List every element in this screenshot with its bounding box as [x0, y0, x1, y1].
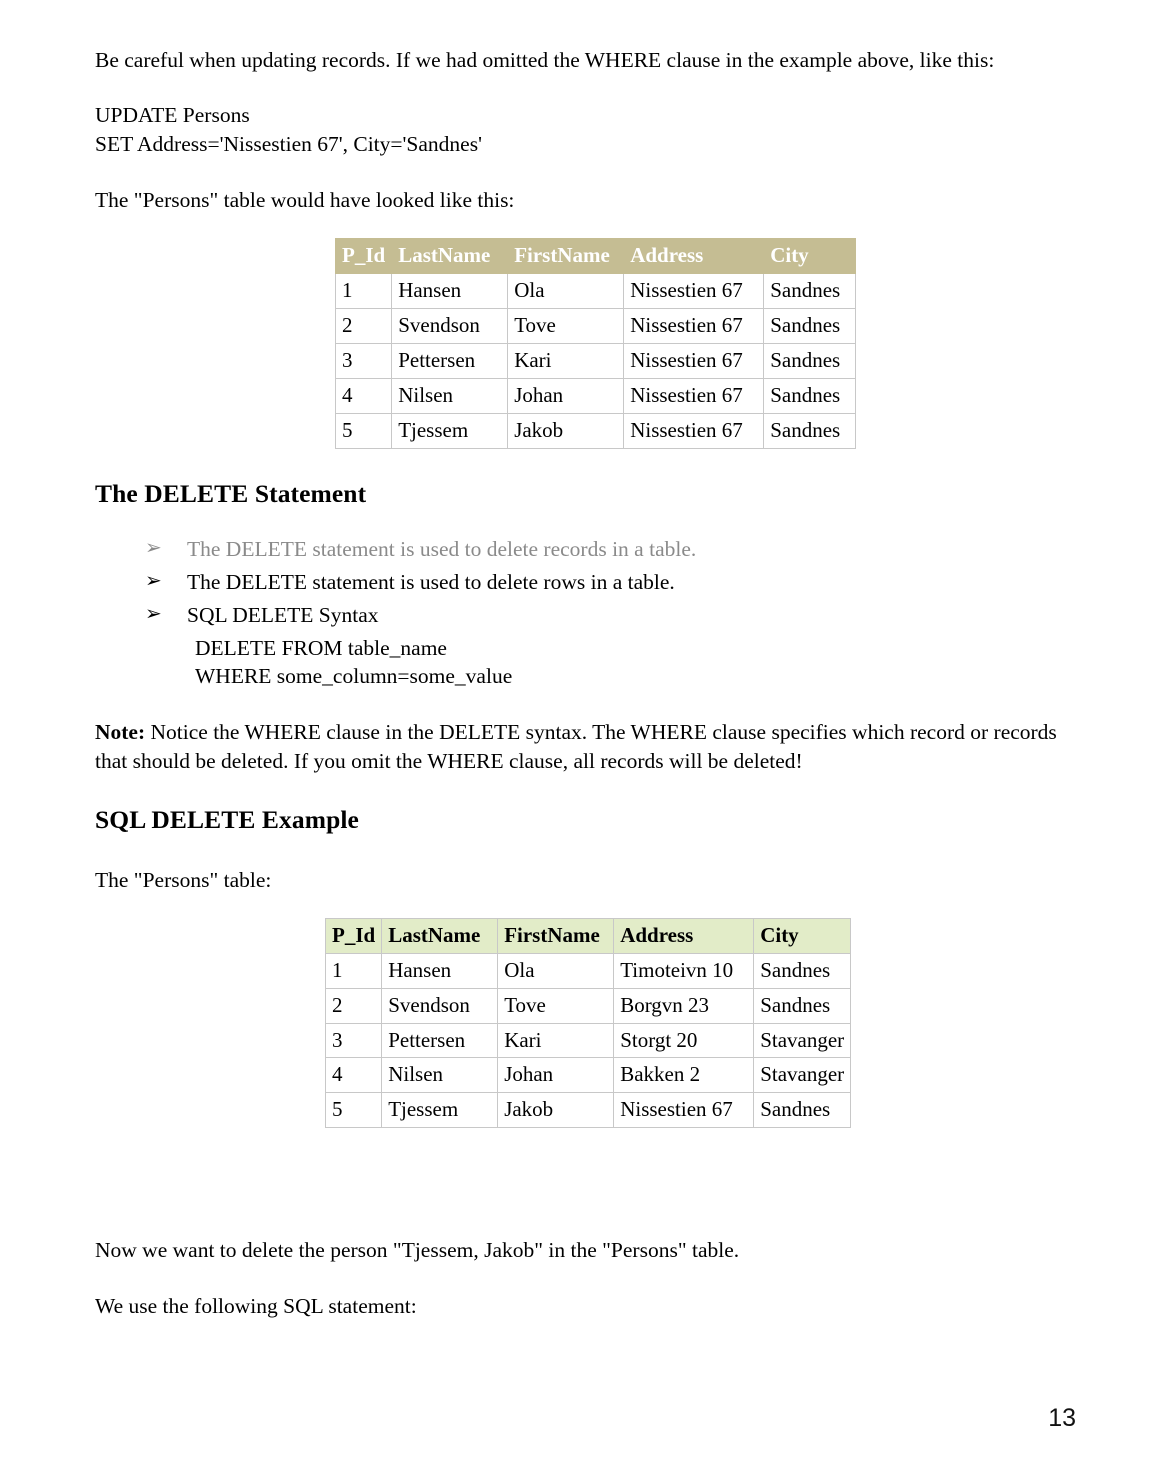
column-header-p-id: P_Id	[336, 239, 392, 274]
cell-address: Nissestien 67	[624, 413, 764, 448]
list-item-label: The DELETE statement is used to delete records in a table.	[187, 537, 697, 562]
cell-firstname: Johan	[498, 1058, 614, 1093]
cell-p-id: 2	[336, 309, 392, 344]
arrow-bullet-icon: ➢	[145, 602, 162, 625]
cell-lastname: Pettersen	[392, 343, 508, 378]
cell-city: Stavanger	[754, 1058, 851, 1093]
arrow-bullet-icon: ➢	[145, 537, 162, 560]
cell-p-id: 2	[326, 988, 382, 1023]
note-text: Notice the WHERE clause in the DELETE syntax. The WHERE clause specifies which record or records that should be deleted. If you omit the WHERE clause, all records will be deleted!	[95, 720, 1057, 773]
column-header-lastname: LastName	[392, 239, 508, 274]
list-item	[145, 568, 1073, 597]
cell-lastname: Hansen	[392, 274, 508, 309]
closing-paragraph-2: We use the following SQL statement:	[95, 1293, 417, 1318]
delete-syntax-line-1: DELETE FROM table_name	[195, 635, 447, 660]
cell-lastname: Svendson	[392, 309, 508, 344]
table-row	[336, 274, 856, 309]
table-row	[336, 343, 856, 378]
note-label: Note:	[95, 720, 146, 745]
update-statement-block	[95, 101, 1073, 159]
delete-syntax-line-2: WHERE some_column=some_value	[195, 664, 513, 689]
cell-lastname: Tjessem	[382, 1093, 498, 1128]
column-header-firstname: FirstName	[508, 239, 624, 274]
cell-city: Sandnes	[764, 343, 856, 378]
column-header-p-id: P_Id	[326, 918, 382, 953]
cell-p-id: 3	[336, 343, 392, 378]
list-item-label: The DELETE statement is used to delete rows in a table.	[187, 569, 675, 594]
cell-lastname: Hansen	[382, 953, 498, 988]
cell-address: Nissestien 67	[624, 378, 764, 413]
cell-address: Nissestien 67	[624, 343, 764, 378]
cell-city: Sandnes	[754, 953, 851, 988]
cell-firstname: Jakob	[508, 413, 624, 448]
list-item-label: SQL DELETE Syntax	[187, 602, 379, 627]
closing-paragraph-1: Now we want to delete the person "Tjessem, Jakob" in the "Persons" table.	[95, 1238, 740, 1263]
note-paragraph	[95, 718, 1073, 775]
table-row	[326, 1058, 851, 1093]
column-header-firstname: FirstName	[498, 918, 614, 953]
cell-address: Bakken 2	[614, 1058, 754, 1093]
page-number: 13	[1048, 1404, 1076, 1432]
heading-sql-delete-example: SQL DELETE Example	[95, 804, 359, 834]
cell-firstname: Tove	[508, 309, 624, 344]
cell-firstname: Kari	[508, 343, 624, 378]
cell-firstname: Kari	[498, 1023, 614, 1058]
table-row	[326, 953, 851, 988]
cell-firstname: Ola	[508, 274, 624, 309]
cell-firstname: Tove	[498, 988, 614, 1023]
cell-lastname: Pettersen	[382, 1023, 498, 1058]
cell-lastname: Nilsen	[382, 1058, 498, 1093]
table-after-update	[335, 238, 856, 448]
intro-paragraph: Be careful when updating records. If we had omitted the WHERE clause in the example above, like this:	[95, 48, 995, 72]
table-after-update-wrapper	[95, 238, 1073, 448]
cell-address: Nissestien 67	[624, 274, 764, 309]
table-row	[336, 413, 856, 448]
delete-syntax-block	[95, 634, 1073, 692]
cell-p-id: 4	[326, 1058, 382, 1093]
table-persons	[325, 918, 851, 1128]
table-row	[326, 1093, 851, 1128]
table-intro-persons: The "Persons" table:	[95, 867, 272, 892]
table-row	[326, 1023, 851, 1058]
cell-firstname: Johan	[508, 378, 624, 413]
cell-p-id: 3	[326, 1023, 382, 1058]
table-persons-wrapper	[95, 918, 1073, 1128]
cell-p-id: 1	[336, 274, 392, 309]
table-row	[336, 378, 856, 413]
cell-firstname: Jakob	[498, 1093, 614, 1128]
cell-city: Stavanger	[754, 1023, 851, 1058]
list-item	[145, 535, 1073, 564]
cell-p-id: 4	[336, 378, 392, 413]
heading-delete-statement: The DELETE Statement	[95, 478, 367, 508]
column-header-address: Address	[614, 918, 754, 953]
column-header-lastname: LastName	[382, 918, 498, 953]
column-header-city: City	[764, 239, 856, 274]
arrow-bullet-icon: ➢	[145, 569, 162, 592]
cell-city: Sandnes	[754, 988, 851, 1023]
cell-city: Sandnes	[754, 1093, 851, 1128]
cell-address: Nissestien 67	[614, 1093, 754, 1128]
cell-address: Storgt 20	[614, 1023, 754, 1058]
list-item	[145, 601, 1073, 630]
column-header-address: Address	[624, 239, 764, 274]
cell-city: Sandnes	[764, 274, 856, 309]
table-row	[326, 988, 851, 1023]
column-header-city: City	[754, 918, 851, 953]
cell-city: Sandnes	[764, 413, 856, 448]
cell-lastname: Nilsen	[392, 378, 508, 413]
table-header-row	[336, 239, 856, 274]
table-intro-after-update: The "Persons" table would have looked like this:	[95, 187, 515, 212]
cell-city: Sandnes	[764, 309, 856, 344]
cell-p-id: 1	[326, 953, 382, 988]
cell-firstname: Ola	[498, 953, 614, 988]
cell-lastname: Tjessem	[392, 413, 508, 448]
delete-bullet-list	[95, 535, 1073, 629]
update-statement-line-1: UPDATE Persons	[95, 103, 250, 128]
cell-p-id: 5	[326, 1093, 382, 1128]
cell-p-id: 5	[336, 413, 392, 448]
table-row	[336, 309, 856, 344]
cell-city: Sandnes	[764, 378, 856, 413]
cell-address: Timoteivn 10	[614, 953, 754, 988]
page-content	[95, 46, 1073, 1320]
cell-lastname: Svendson	[382, 988, 498, 1023]
table-header-row	[326, 918, 851, 953]
cell-address: Nissestien 67	[624, 309, 764, 344]
cell-address: Borgvn 23	[614, 988, 754, 1023]
update-statement-line-2: SET Address='Nissestien 67', City='Sandnes'	[95, 132, 482, 157]
